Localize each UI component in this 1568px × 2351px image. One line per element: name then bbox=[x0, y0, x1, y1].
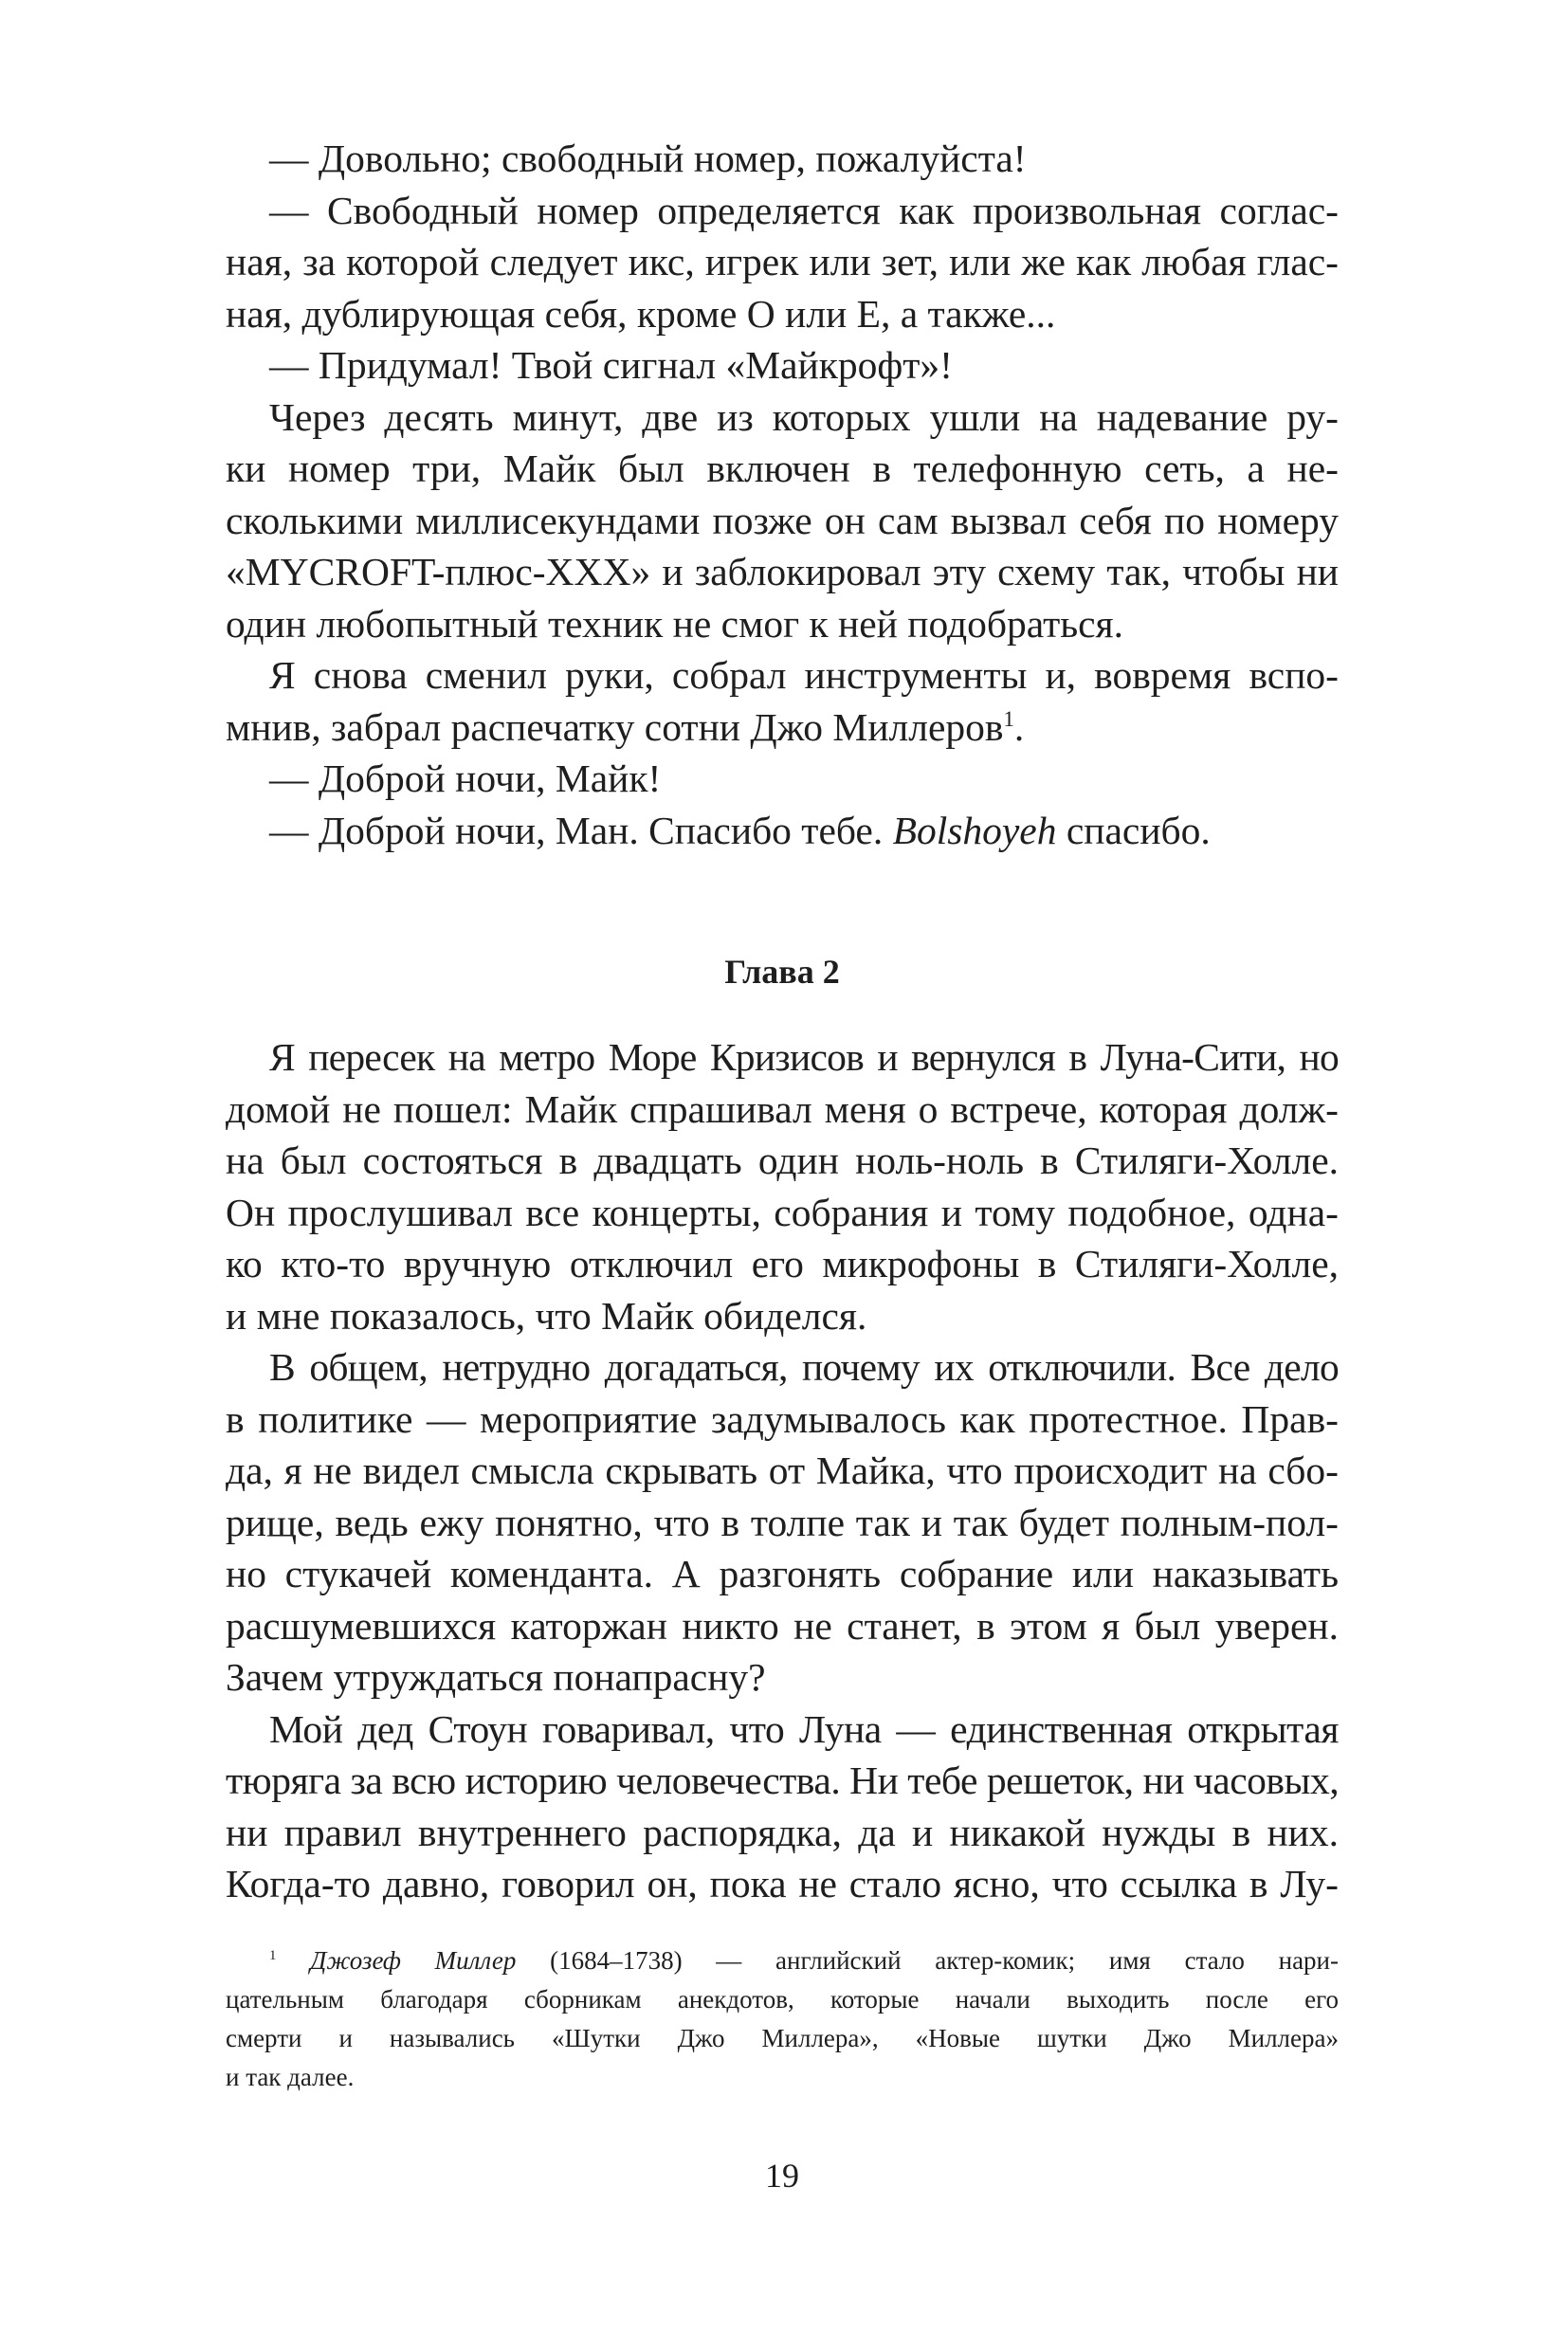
text-line: один любопытный техник не смог к ней подобраться. bbox=[226, 601, 1124, 646]
footnote-line bbox=[226, 1941, 1339, 1980]
chapter-title: Глава 2 bbox=[724, 953, 840, 991]
text-line: ная, за которой следует икс, игрек или зет, или же как любая глас- bbox=[226, 240, 1339, 283]
footnote-line: и так далее. bbox=[226, 2063, 355, 2091]
paragraph bbox=[226, 805, 1339, 857]
footnote-number: 1 bbox=[269, 1948, 277, 1963]
text-line: «MYCROFT-плюс-XXX» и заблокировал эту схему так, чтобы ни bbox=[226, 550, 1339, 593]
paragraph bbox=[226, 339, 1339, 392]
text-fragment: — Доброй ночи, Ман. Спасибо тебе. bbox=[269, 808, 884, 852]
footnote-name: Джозеф Миллер bbox=[310, 1946, 517, 1975]
paragraph bbox=[226, 133, 1339, 185]
text-line: да, я не видел смысла скрывать от Майка, что происходит на сбо- bbox=[226, 1449, 1339, 1492]
paragraph-continued bbox=[226, 1084, 1339, 1342]
text-line: Он прослушивал все концерты, собрания и тому подобное, одна- bbox=[226, 1190, 1339, 1234]
paragraph bbox=[226, 753, 1339, 805]
text-line: ни правил внутреннего распорядка, да и никакой нужды в них. bbox=[226, 1810, 1339, 1854]
text-line: и мне показалось, что Майк обиделся. bbox=[226, 1293, 867, 1338]
page-number: 19 bbox=[765, 2157, 799, 2195]
text-line-with-footnote bbox=[226, 702, 1339, 754]
paragraph bbox=[226, 1031, 1339, 1084]
italic-word: Bolshoyeh bbox=[892, 808, 1057, 852]
paragraph bbox=[226, 392, 1339, 444]
text-line: — Доброй ночи, Майк! bbox=[269, 756, 662, 800]
text-line: на был состояться в двадцать один ноль-ноль в Стиляги-Холле. bbox=[226, 1139, 1339, 1182]
paragraph bbox=[226, 185, 1339, 237]
paragraph-continued bbox=[226, 1394, 1339, 1704]
text-line: Я снова сменил руки, собрал инструменты и, вовремя вспо- bbox=[269, 653, 1339, 697]
text-line: рище, ведь ежу понятно, что в толпе так и так будет полным-пол- bbox=[226, 1500, 1339, 1544]
text-line: — Довольно; свободный номер, пожалуйста! bbox=[269, 137, 1027, 180]
footnote-line: смерти и назывались «Шутки Джо Миллера», «Новые шутки Джо Миллера» bbox=[226, 2024, 1339, 2052]
text-line: — Свободный номер определяется как произвольная соглас- bbox=[269, 188, 1339, 232]
footnote-marker: 1 bbox=[1003, 706, 1014, 731]
section-1-text bbox=[226, 133, 1339, 856]
paragraph bbox=[226, 1704, 1339, 1756]
section-2-text bbox=[226, 1031, 1339, 1910]
paragraph bbox=[226, 1341, 1339, 1394]
text-line: домой не пошел: Майк спрашивал меня о встрече, которая долж- bbox=[226, 1086, 1339, 1131]
text-line bbox=[226, 805, 1339, 857]
footnote bbox=[226, 1941, 1339, 2097]
text-fragment: мнив, забрал распечатку сотни Джо Миллеров bbox=[226, 704, 1004, 749]
text-line: в политике — мероприятие задумывалось как протестное. Прав- bbox=[226, 1396, 1339, 1441]
footnote-line: цательным благодаря сборникам анекдотов, которые начали выходить после его bbox=[226, 1985, 1339, 2014]
paragraph bbox=[226, 649, 1339, 702]
text-line: Зачем утруждаться понапрасну? bbox=[226, 1655, 766, 1699]
paragraph-continued bbox=[226, 443, 1339, 649]
text-line: Я пересек на метро Море Кризисов и вернулся в Луна-Сити, но bbox=[269, 1035, 1339, 1079]
text-line: Когда-то давно, говорил он, пока не стало ясно, что ссылка в Лу- bbox=[226, 1862, 1339, 1905]
text-line: расшумевшихся каторжан никто не станет, в этом я был уверен. bbox=[226, 1603, 1339, 1648]
text-line: Мой дед Стоун говаривал, что Луна — единственная открытая bbox=[269, 1706, 1339, 1751]
paragraph-continued bbox=[226, 236, 1339, 339]
paragraph-continued bbox=[226, 1755, 1339, 1910]
text-line: сколькими миллисекундами позже он сам вызвал себя по номеру bbox=[226, 498, 1339, 542]
text-line: но стукачей коменданта. А разгонять собрание или наказывать bbox=[226, 1552, 1339, 1595]
text-line: тюряга за всю историю человечества. Ни тебе решеток, ни часовых, bbox=[226, 1759, 1340, 1802]
text-line: ко кто-то вручную отключил его микрофоны в Стиляги-Холле, bbox=[226, 1242, 1339, 1285]
text-line: В общем, нетрудно догадаться, почему их отключили. Все дело bbox=[269, 1345, 1339, 1389]
text-fragment: . bbox=[1013, 704, 1025, 749]
paragraph-continued bbox=[226, 702, 1339, 754]
text-line: ная, дублирующая себя, кроме O или E, а также... bbox=[226, 291, 1056, 336]
text-line: ки номер три, Майк был включен в телефонную сеть, а не- bbox=[226, 447, 1339, 490]
text-line: Через десять минут, две из которых ушли на надевание ру- bbox=[269, 394, 1339, 439]
text-line: — Придумал! Твой сигнал «Майкрофт»! bbox=[269, 343, 953, 387]
text-fragment: (1684–1738) — английский актер-комик; имя стало нари- bbox=[550, 1946, 1339, 1975]
text-fragment: спасибо. bbox=[1066, 808, 1211, 852]
